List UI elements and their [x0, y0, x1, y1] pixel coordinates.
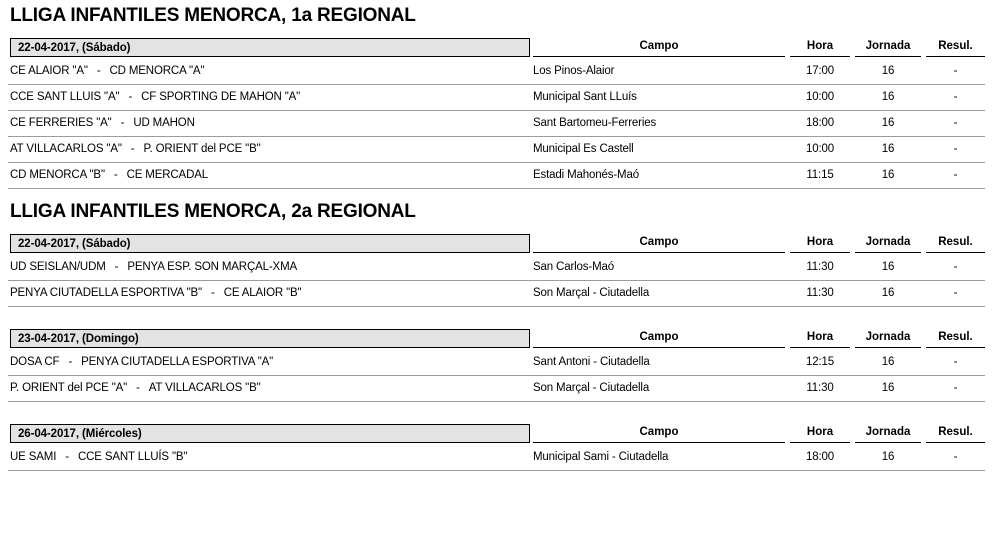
away-team: CD MENORCA "A" [109, 65, 205, 77]
versus-separator: - [130, 143, 135, 155]
match-time: 10:00 [805, 91, 835, 103]
home-team: UD SEISLAN/UDM [10, 261, 106, 273]
date-header: 23-04-2017, (Domingo) [10, 329, 530, 348]
match-time: 18:00 [805, 117, 835, 129]
away-team: CF SPORTING DE MAHON "A" [141, 91, 301, 103]
away-team: PENYA CIUTADELLA ESPORTIVA "A" [81, 356, 274, 368]
match-matchday: 16 [881, 91, 895, 103]
match-result: - [953, 261, 958, 273]
match-teams [10, 445, 187, 470]
column-header-campo: Campo [533, 424, 785, 443]
match-result: - [953, 117, 958, 129]
match-time: 18:00 [805, 451, 835, 463]
home-team: UE SAMI [10, 451, 57, 463]
match-matchday: 16 [881, 382, 895, 394]
away-team: CE ALAIOR "B" [223, 287, 302, 299]
home-team: CD MENORCA "B" [10, 169, 105, 181]
column-header-jornada: Jornada [855, 38, 921, 57]
table-row [8, 137, 985, 163]
match-teams [10, 137, 261, 162]
match-teams [10, 85, 300, 110]
section-title: LLIGA INFANTILES MENORCA, 2a REGIONAL [10, 201, 416, 222]
column-header-jornada: Jornada [855, 234, 921, 253]
home-team: P. ORIENT del PCE "A" [10, 382, 128, 394]
versus-separator: - [68, 356, 73, 368]
date-header: 22-04-2017, (Sábado) [10, 234, 530, 253]
match-teams [10, 281, 302, 306]
match-time: 12:15 [805, 356, 835, 368]
column-header-campo: Campo [533, 38, 785, 57]
fixture-block [0, 234, 1000, 307]
match-teams [10, 255, 297, 280]
column-header-hora: Hora [790, 234, 850, 253]
match-teams [10, 376, 261, 401]
home-team: AT VILLACARLOS "A" [10, 143, 122, 155]
away-team: AT VILLACARLOS "B" [148, 382, 261, 394]
match-matchday: 16 [881, 169, 895, 181]
match-venue: Sant Bartomeu-Ferreries [533, 117, 657, 129]
match-result: - [953, 143, 958, 155]
column-header-resul: Resul. [926, 424, 985, 443]
table-row [8, 59, 985, 85]
versus-separator: - [128, 91, 133, 103]
table-row [8, 281, 985, 307]
match-venue: Estadi Mahonés-Maó [533, 169, 639, 181]
match-venue: Son Marçal - Ciutadella [533, 287, 650, 299]
versus-separator: - [211, 287, 215, 299]
table-row [8, 350, 985, 376]
match-matchday: 16 [881, 287, 895, 299]
match-time: 10:00 [805, 143, 835, 155]
table-row [8, 163, 985, 189]
match-venue: Municipal Es Castell [533, 143, 634, 155]
away-team: PENYA ESP. SON MARÇAL-XMA [127, 261, 298, 273]
date-header: 22-04-2017, (Sábado) [10, 38, 530, 57]
match-time: 17:00 [805, 65, 835, 77]
match-matchday: 16 [881, 143, 895, 155]
fixture-rows [0, 445, 1000, 471]
table-row [8, 376, 985, 402]
match-matchday: 16 [881, 356, 895, 368]
match-venue: San Carlos-Maó [533, 261, 614, 273]
date-header: 26-04-2017, (Miércoles) [10, 424, 530, 443]
match-venue: Municipal Sant LLuís [533, 91, 637, 103]
match-venue: Los Pinos-Alaior [533, 65, 615, 77]
home-team: CE ALAIOR "A" [10, 65, 88, 77]
match-venue: Municipal Sami - Ciutadella [533, 451, 669, 463]
block-header [0, 424, 1000, 445]
match-matchday: 16 [881, 117, 895, 129]
column-header-hora: Hora [790, 424, 850, 443]
match-teams [10, 163, 208, 188]
column-header-campo: Campo [533, 329, 785, 348]
match-venue: Sant Antoni - Ciutadella [533, 356, 650, 368]
match-result: - [953, 356, 958, 368]
away-team: CCE SANT LLUÍS "B" [77, 451, 188, 463]
versus-separator: - [96, 65, 101, 77]
match-result: - [953, 169, 958, 181]
table-row [8, 85, 985, 111]
home-team: CE FERRERIES "A" [10, 117, 112, 129]
match-teams [10, 59, 204, 84]
column-header-resul: Resul. [926, 234, 985, 253]
match-matchday: 16 [881, 65, 895, 77]
column-header-jornada: Jornada [855, 329, 921, 348]
column-header-hora: Hora [790, 329, 850, 348]
away-team: CE MERCADAL [126, 169, 208, 181]
match-result: - [953, 382, 958, 394]
table-row [8, 111, 985, 137]
league-section-1a-regional [0, 0, 1000, 189]
column-header-campo: Campo [533, 234, 785, 253]
match-matchday: 16 [881, 261, 895, 273]
away-team: P. ORIENT del PCE "B" [143, 143, 261, 155]
match-teams [10, 111, 195, 136]
match-time: 11:30 [806, 382, 834, 394]
block-header [0, 329, 1000, 350]
section-title: LLIGA INFANTILES MENORCA, 1a REGIONAL [10, 5, 416, 26]
match-result: - [953, 91, 958, 103]
fixture-rows [0, 350, 1000, 402]
match-result: - [953, 451, 958, 463]
match-teams [10, 350, 273, 375]
league-section-2a-regional [0, 189, 1000, 471]
column-header-jornada: Jornada [855, 424, 921, 443]
block-header [0, 234, 1000, 255]
fixture-rows [0, 59, 1000, 189]
fixture-block [0, 329, 1000, 402]
column-header-hora: Hora [790, 38, 850, 57]
fixture-block [0, 38, 1000, 189]
away-team: UD MAHON [133, 117, 195, 129]
fixture-block [0, 424, 1000, 471]
home-team: DOSA CF [10, 356, 60, 368]
versus-separator: - [136, 382, 140, 394]
table-row [8, 255, 985, 281]
table-row [8, 445, 985, 471]
versus-separator: - [113, 169, 118, 181]
match-time: 11:30 [806, 261, 834, 273]
match-venue: Son Marçal - Ciutadella [533, 382, 650, 394]
match-matchday: 16 [881, 451, 895, 463]
match-time: 11:30 [806, 287, 834, 299]
match-result: - [953, 287, 958, 299]
versus-separator: - [65, 451, 69, 463]
match-result: - [953, 65, 958, 77]
home-team: PENYA CIUTADELLA ESPORTIVA "B" [10, 287, 202, 299]
home-team: CCE SANT LLUIS "A" [10, 91, 120, 103]
match-time: 11:15 [806, 169, 834, 181]
versus-separator: - [120, 117, 125, 129]
block-header [0, 38, 1000, 59]
column-header-resul: Resul. [926, 38, 985, 57]
fixture-rows [0, 255, 1000, 307]
versus-separator: - [114, 261, 119, 273]
column-header-resul: Resul. [926, 329, 985, 348]
